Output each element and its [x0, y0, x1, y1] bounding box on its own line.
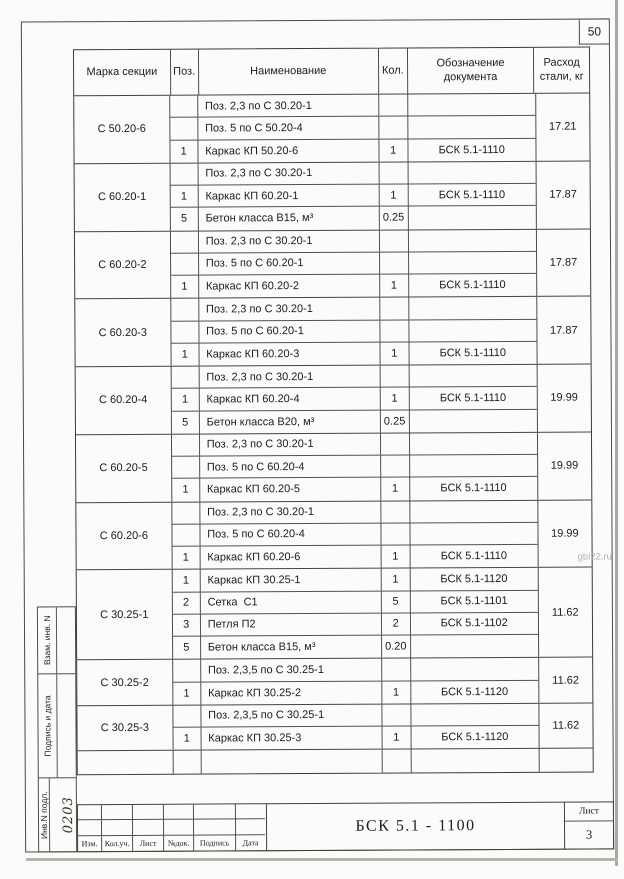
cell-qty — [382, 659, 411, 680]
table-row — [171, 342, 536, 366]
cell-poz — [170, 163, 198, 184]
cell-qty: 0.20 — [382, 635, 411, 657]
table-row — [171, 387, 536, 411]
table-row — [171, 297, 536, 321]
specification-table — [73, 47, 594, 775]
cell-qty — [380, 230, 409, 251]
section-marka: С 30.25-1 — [77, 570, 173, 659]
cell-doc — [409, 365, 536, 387]
section-rows — [171, 365, 536, 434]
table-row — [173, 635, 538, 659]
cell-name: Каркас КП 30.25-1 — [200, 569, 381, 591]
cell-name: Каркас КП 30.25-2 — [201, 681, 382, 704]
cell-name: Каркас КП 60.20-6 — [200, 546, 381, 569]
cell-doc: БСК 5.1-1120 — [440, 685, 509, 698]
cell-qty: 1 — [381, 545, 410, 567]
page-edge-shadow-bottom — [26, 858, 618, 861]
section-rashod: 17.87 — [536, 297, 591, 364]
cell-doc — [411, 635, 538, 658]
table-row — [171, 274, 536, 298]
table-row — [173, 613, 538, 637]
cell-poz — [173, 705, 201, 726]
cell-qty — [381, 433, 410, 454]
section-marka: С 60.20-6 — [76, 502, 172, 569]
section-rashod: 19.99 — [536, 365, 591, 432]
section-rashod: 17.87 — [536, 229, 591, 296]
cell-doc: БСК 5.1-1110 — [438, 188, 506, 201]
titleblock-cell — [133, 805, 164, 820]
cell-name: Каркас КП 60.20-4 — [199, 388, 380, 410]
table-row — [173, 749, 538, 773]
cell-poz: 5 — [172, 411, 200, 433]
table-row — [171, 229, 536, 253]
section-rows — [172, 500, 537, 569]
table-section — [76, 432, 591, 502]
cell-poz — [170, 118, 198, 139]
titleblock-cell — [164, 820, 194, 835]
cell-doc — [411, 658, 538, 680]
cell-name: Поз. 2,3 по С 30.20-1 — [200, 433, 381, 455]
cell-doc: БСК 5.1-1120 — [441, 731, 509, 744]
header-qty: Кол. — [379, 48, 408, 93]
titleblock-cell — [133, 820, 164, 835]
cell-qty: 1 — [381, 478, 410, 500]
cell-name: Сетка С1 — [201, 591, 382, 613]
cell-qty — [380, 320, 409, 341]
cell-poz — [170, 96, 198, 117]
cell-doc — [410, 523, 537, 545]
table-row — [172, 433, 537, 457]
titleblock-cell — [78, 805, 102, 820]
titleblock-cell — [236, 820, 265, 835]
titleblock-column-label: Кол.уч. — [102, 836, 133, 851]
cell-qty: 0.25 — [380, 207, 409, 229]
table-row — [170, 116, 535, 140]
table-row — [171, 252, 536, 276]
table-row — [170, 184, 535, 208]
titleblock-column-label: №док. — [164, 835, 194, 850]
stamp-block-inv-podl — [39, 778, 76, 851]
stamp-label-cell — [39, 778, 50, 851]
section-marka — [78, 751, 174, 774]
titleblock-cell — [194, 804, 236, 820]
titleblock-cell — [164, 805, 194, 820]
cell-qty: 0.25 — [381, 410, 410, 432]
cell-poz: 1 — [172, 570, 200, 591]
section-rashod — [538, 749, 592, 772]
cell-doc — [410, 500, 537, 522]
cell-qty: 1 — [380, 388, 409, 409]
table-section — [77, 658, 592, 706]
table-row — [172, 523, 537, 547]
cell-poz — [172, 502, 200, 523]
table-section — [77, 568, 592, 661]
table-row — [172, 409, 537, 433]
cell-name: Поз. 2,3,5 по С 30.25-1 — [201, 659, 382, 681]
section-marka: С 60.20-1 — [75, 163, 171, 230]
table-section — [75, 161, 590, 231]
cell-poz: 1 — [173, 728, 201, 750]
cell-poz: 5 — [173, 637, 201, 659]
cell-name: Бетон класса В20, м³ — [200, 410, 381, 433]
cell-poz — [171, 299, 199, 320]
titleblock-cell — [194, 820, 236, 836]
titleblock-cell — [78, 820, 102, 835]
cell-qty: 1 — [380, 274, 409, 296]
cell-doc: БСК 5.1-1110 — [439, 279, 506, 292]
cell-qty — [381, 455, 410, 476]
handwritten-inventory-number: 0203 — [60, 796, 77, 834]
titleblock-cell — [102, 805, 133, 820]
cell-poz: 5 — [171, 208, 199, 230]
cell-doc — [409, 206, 536, 229]
table-row — [172, 455, 537, 479]
stamp-write-area — [57, 674, 76, 777]
table-row — [170, 162, 535, 186]
cell-doc: БСК 5.1-1120 — [440, 572, 508, 586]
cell-doc — [410, 433, 537, 455]
section-rows — [171, 297, 536, 366]
section-rashod: 11.62 — [538, 703, 593, 748]
cell-poz: 1 — [173, 682, 201, 704]
section-rashod: 17.21 — [535, 94, 590, 161]
cell-poz — [173, 660, 201, 681]
cell-poz — [172, 524, 200, 545]
section-rashod: 19.99 — [537, 432, 592, 499]
table-section — [76, 365, 591, 435]
cell-name: Бетон класса В15, м³ — [199, 207, 380, 230]
table-row — [173, 704, 538, 728]
cell-doc: БСК 5.1-1110 — [440, 482, 507, 495]
section-rows — [170, 162, 535, 231]
section-rows — [172, 433, 537, 502]
stamp-write-area — [57, 607, 75, 673]
section-rows — [171, 229, 536, 298]
cell-name: Каркас КП 50.20-6 — [198, 139, 379, 162]
sheet-label: Лист — [565, 802, 613, 821]
table-row — [171, 206, 536, 230]
cell-poz — [173, 751, 201, 773]
cell-doc — [410, 455, 537, 477]
table-row — [172, 545, 537, 569]
header-marka: Марка секции — [74, 50, 171, 96]
section-rows — [173, 749, 538, 773]
cell-name: Поз. 2,3 по С 30.20-1 — [198, 95, 379, 117]
cell-doc — [410, 409, 537, 432]
table-row — [170, 94, 535, 118]
cell-doc — [409, 229, 536, 251]
cell-qty: 2 — [382, 613, 411, 634]
titleblock-cell — [236, 804, 265, 819]
cell-qty — [379, 162, 408, 183]
table-row — [172, 500, 537, 524]
titleblock-document-number: БСК 5.1 - 1100 — [267, 802, 565, 852]
cell-poz: 1 — [170, 140, 198, 162]
cell-poz: 1 — [171, 389, 199, 410]
cell-poz: 2 — [173, 592, 201, 613]
stamp-label-cell — [38, 607, 57, 673]
table-row — [172, 477, 537, 501]
cell-name: Поз. 2,3 по С 30.20-1 — [198, 162, 379, 184]
stamp-label-cell — [38, 674, 58, 777]
header-poz: Поз. — [171, 50, 199, 95]
cell-poz: 1 — [171, 343, 199, 365]
cell-doc: БСК 5.1-1101 — [440, 595, 508, 608]
cell-doc: БСК 5.1-1110 — [439, 346, 506, 360]
stamp-label-vzam-inv: Взам. инв. N — [41, 615, 53, 666]
cell-doc: БСК 5.1-1110 — [440, 550, 508, 563]
cell-name: Поз. 2,3 по С 30.20-1 — [199, 298, 380, 320]
cell-qty: 1 — [381, 569, 410, 590]
section-rows — [172, 568, 537, 659]
cell-name: Каркас КП 60.20-5 — [200, 478, 381, 501]
cell-qty: 1 — [382, 726, 411, 748]
cell-qty — [382, 704, 411, 725]
cell-name: Бетон класса В15, м³ — [201, 636, 382, 659]
section-marka: С 60.20-4 — [76, 367, 172, 434]
cell-name: Поз. 2,3 по С 30.20-1 — [200, 501, 381, 523]
header-name: Наименование — [198, 49, 379, 95]
cell-poz: 1 — [170, 186, 198, 207]
table-row — [173, 680, 538, 704]
section-rashod: 11.62 — [538, 658, 593, 703]
cell-poz — [171, 253, 199, 274]
cell-doc: БСК 5.1-1102 — [440, 617, 508, 630]
table-section — [75, 297, 590, 367]
cell-qty — [380, 298, 409, 319]
cell-doc — [408, 162, 535, 184]
section-marka: С 60.20-3 — [75, 299, 171, 366]
cell-qty — [381, 501, 410, 522]
cell-name: Поз. 5 по С 60.20-4 — [200, 456, 381, 478]
cell-poz — [171, 367, 199, 388]
section-rashod: 19.99 — [537, 500, 592, 567]
cell-doc — [408, 94, 535, 116]
titleblock-column-label: Подпись — [194, 835, 236, 851]
cell-qty: 1 — [379, 139, 408, 161]
cell-doc — [411, 704, 538, 726]
cell-name: Поз. 5 по С 60.20-1 — [199, 252, 380, 274]
titleblock-cell — [102, 820, 133, 835]
table-row — [171, 365, 536, 389]
cell-name: Поз. 5 по С 60.20-1 — [199, 320, 380, 342]
cell-poz: 3 — [173, 614, 201, 635]
cell-qty — [382, 750, 411, 772]
stamp-block-podpis-data — [38, 674, 76, 778]
table-row — [171, 319, 536, 343]
table-header-row — [74, 48, 589, 97]
section-rashod: 11.62 — [537, 568, 592, 657]
cell-poz — [171, 321, 199, 342]
page-number: 50 — [579, 19, 609, 44]
cell-name: Петля П2 — [201, 613, 382, 635]
titleblock-column-label: Изм. — [78, 836, 102, 851]
section-rows — [173, 658, 538, 704]
table-row — [173, 658, 538, 682]
section-rashod: 17.87 — [535, 161, 590, 228]
cell-qty: 1 — [380, 342, 409, 364]
cell-doc: БСК 5.1-1110 — [438, 143, 505, 156]
table-section — [77, 703, 592, 751]
cell-poz: 1 — [171, 276, 199, 298]
cell-name: Каркас КП 60.20-2 — [199, 275, 380, 298]
titleblock-column-label: Лист — [133, 835, 164, 850]
section-rows — [173, 704, 538, 750]
watermark-text: gbi22.ru — [577, 551, 612, 563]
section-marka: С 30.25-2 — [77, 660, 173, 705]
cell-name: Поз. 2,3,5 по С 30.25-1 — [201, 704, 382, 726]
cell-doc — [411, 749, 538, 772]
table-body — [74, 94, 593, 774]
section-marka: С 50.20-6 — [74, 96, 170, 163]
left-margin-blocks — [37, 606, 77, 852]
table-section — [76, 500, 591, 570]
table-row — [173, 726, 538, 750]
cell-doc — [408, 116, 535, 138]
sheet-number: 3 — [585, 827, 593, 842]
cell-name — [201, 750, 382, 773]
cell-poz: 1 — [172, 547, 200, 569]
titleblock-column-label: Дата — [242, 838, 259, 848]
cell-poz — [171, 231, 199, 252]
header-rashod: Расход стали, кг — [539, 56, 584, 83]
stamp-block-vzam-inv — [38, 607, 75, 674]
cell-doc — [409, 252, 536, 274]
stamp-label-inv-podl: Инв.N подл. — [38, 791, 50, 839]
cell-doc — [409, 319, 536, 341]
cell-poz: 1 — [172, 479, 200, 501]
cell-qty: 1 — [382, 681, 411, 703]
cell-name: Поз. 5 по С 60.20-4 — [200, 523, 381, 545]
cell-qty: 1 — [379, 184, 408, 205]
table-row — [173, 590, 538, 614]
cell-doc — [409, 297, 536, 319]
stamp-label-podpis-data: Подпись и дата — [42, 695, 53, 757]
cell-name: Поз. 2,3 по С 30.20-1 — [199, 366, 380, 388]
cell-qty — [380, 365, 409, 386]
cell-name: Каркас КП 30.25-3 — [201, 727, 382, 750]
cell-name: Поз. 5 по С 50.20-4 — [198, 117, 379, 139]
cell-name: Поз. 2,3 по С 30.20-1 — [199, 230, 380, 252]
page-edge-shadow-right — [615, 0, 618, 866]
table-row — [170, 138, 535, 162]
table-section — [75, 229, 590, 299]
section-rows — [170, 94, 535, 163]
cell-poz — [172, 457, 200, 478]
cell-name: Каркас КП 60.20-1 — [198, 185, 379, 207]
section-marka: С 30.25-3 — [77, 705, 173, 750]
header-doc: Обозначение документа — [408, 48, 535, 94]
cell-qty — [379, 94, 408, 115]
cell-qty — [379, 117, 408, 138]
section-marka: С 60.20-5 — [76, 434, 172, 501]
cell-qty — [380, 252, 409, 273]
table-row — [172, 568, 537, 592]
cell-doc: БСК 5.1-1110 — [439, 391, 507, 405]
section-marka: С 60.20-2 — [75, 231, 171, 298]
table-section — [78, 749, 593, 774]
cell-poz — [172, 434, 200, 455]
table-section — [74, 94, 589, 164]
cell-qty — [381, 523, 410, 544]
titleblock-sheet-box — [565, 801, 614, 849]
titleblock-revision-grid — [77, 803, 267, 852]
cell-name: Каркас КП 60.20-3 — [199, 342, 380, 365]
cell-qty: 5 — [382, 591, 411, 612]
